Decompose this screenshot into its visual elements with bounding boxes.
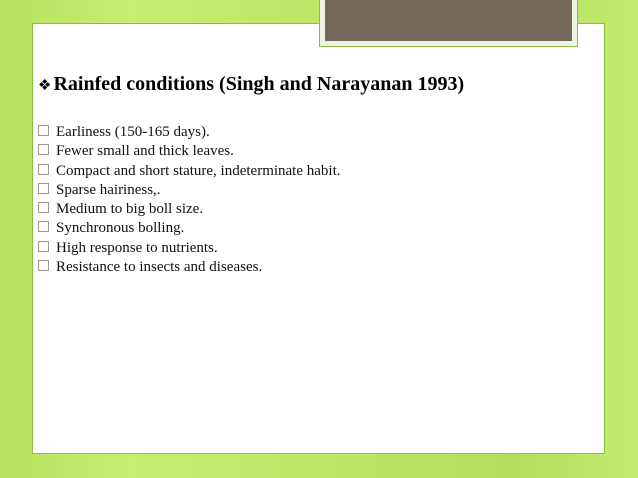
heading-text: Rainfed conditions (Singh and Narayanan 1993) [53, 73, 465, 95]
square-bullet-icon [38, 125, 49, 136]
list-item [38, 219, 341, 238]
square-bullet-icon [38, 260, 49, 271]
list-item [38, 142, 341, 161]
list-item [38, 239, 341, 258]
diamond-bullet-icon: ❖ [38, 78, 52, 94]
list-item [38, 162, 341, 181]
list-item [38, 123, 341, 142]
list-item [38, 181, 341, 200]
list-item-text: Resistance to insects and diseases. [56, 259, 263, 276]
square-bullet-icon [38, 221, 49, 232]
list-item [38, 200, 341, 219]
bullet-list [38, 123, 341, 277]
list-item-text: Synchronous bolling. [56, 220, 185, 237]
list-item [38, 258, 341, 277]
list-item-text: Earliness (150-165 days). [56, 124, 210, 140]
list-item-text: Medium to big boll size. [56, 201, 204, 218]
title-placeholder-box [319, 0, 578, 47]
list-item-text: High response to nutrients. [56, 239, 218, 256]
list-item-text: Sparse hairiness,. [56, 181, 161, 198]
square-bullet-icon [38, 183, 49, 194]
square-bullet-icon [38, 144, 49, 155]
square-bullet-icon [38, 241, 49, 252]
list-item-text: Compact and short stature, indeterminate habit. [56, 162, 341, 179]
square-bullet-icon [38, 164, 49, 175]
square-bullet-icon [38, 202, 49, 213]
title-placeholder-fill [325, 0, 572, 41]
slide-heading [38, 73, 464, 96]
list-item-text: Fewer small and thick leaves. [56, 143, 234, 160]
